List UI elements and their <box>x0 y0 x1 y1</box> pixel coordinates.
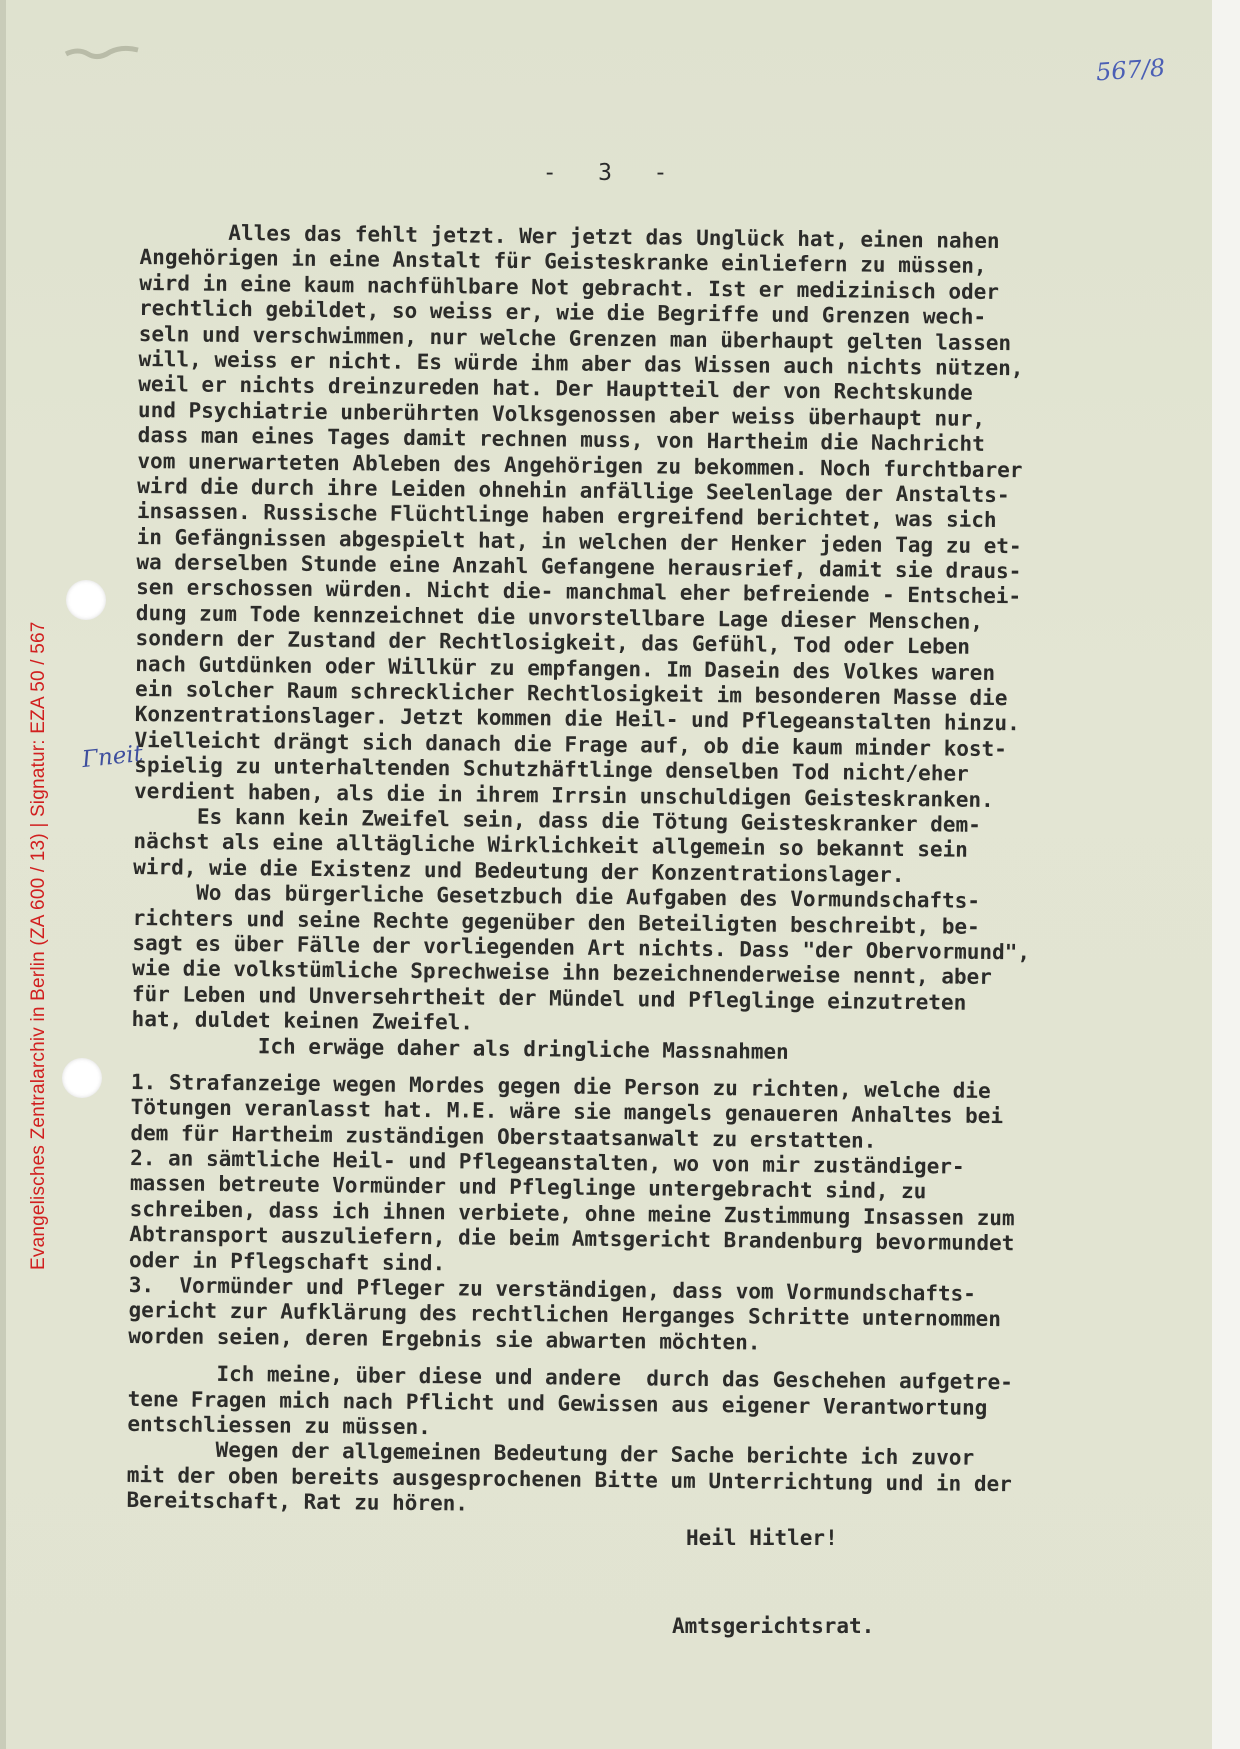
text-line: Bereitschaft, Rat zu hören. <box>126 1488 469 1516</box>
text-line: dass man eines Tages damit rechnen muss, von Hartheim die Nachricht <box>137 423 985 456</box>
text-line: nach Gutdünken oder Willkür zu empfangen. Im Dasein des Volkes waren <box>135 651 996 685</box>
text-line: Angehörigen in eine Anstalt für Geisteskranke einliefern zu müssen, <box>139 245 987 279</box>
measure-line: schreiben, dass ich ihnen verbiete, ohne meine Zustimmung Insassen zum <box>129 1196 1015 1231</box>
measure-line: gericht zur Aufklärung des rechtlichen Herganges Schritte unternommen <box>128 1298 1002 1332</box>
text-line: will, weiss er nicht. Es würde ihm aber das Wissen auch nichts nützen, <box>138 346 1024 381</box>
text-line: Wo das bürgerliche Gesetzbuch die Aufgaben des Vormundschafts- <box>132 880 981 913</box>
punch-hole <box>66 580 106 620</box>
text-line: richters und seine Rechte gegenüber den Beteiligten beschreibt, be- <box>132 905 980 939</box>
signature-title: Amtsgerichtsrat. <box>672 1614 875 1638</box>
text-line: entschliessen zu müssen. <box>127 1411 431 1440</box>
text-line: Konzentrationslager. Jetzt kommen die Heil- und Pflegeanstalten hinzu. <box>134 702 1020 736</box>
measure-line: oder in Pflegschaft sind. <box>128 1247 446 1275</box>
text-line: Ich erwäge daher als dringliche Massnahmen <box>131 1032 789 1064</box>
text-line: Wegen der allgemeinen Bedeutung der Sache berichte ich zuvor <box>127 1437 975 1471</box>
text-line: Es kann kein Zweifel sein, dass die Tötung Geisteskranker dem- <box>133 803 981 837</box>
paper-tear-mark <box>64 42 144 62</box>
text-line: dung zum Tode kennzeichnet die unvorstellbare Lage dieser Menschen, <box>135 600 984 634</box>
numbered-measures <box>128 1070 1211 1361</box>
text-line: wie die volkstümliche Sprechweise ihn bezeichnenderweise nennt, aber <box>132 956 992 990</box>
archive-signature-stamp: Evangelisches Zentralarchiv in Berlin (ZA 600 / 13) | Signatur: EZA 50 / 567 <box>28 621 49 1270</box>
text-line: hat, duldet keinen Zweifel. <box>131 1007 474 1035</box>
measure-line: dem für Hartheim zuständigen Oberstaatsanwalt zu erstatten. <box>130 1120 877 1153</box>
text-line: wa derselben Stunde eine Anzahl Gefangene herausrief, damit sie draus- <box>136 550 1022 584</box>
text-line: wird, wie die Existenz und Bedeutung der Konzentrationslager. <box>133 854 905 887</box>
text-line: vom unerwarteten Ableben des Angehörigen zu bekommen. Noch furchtbarer <box>137 448 1023 482</box>
text-line: für Leben und Unversehrtheit der Mündel und Pfleglinge einzutreten <box>131 981 967 1015</box>
closing-salutation: Heil Hitler! <box>686 1526 838 1550</box>
measure-line: Abtransport auszuliefern, die beim Amtsgericht Brandenburg bevormundet <box>129 1222 1015 1256</box>
page-edge <box>0 0 6 1749</box>
text-line: tene Fragen mich nach Pflicht und Gewissen aus eigener Verantwortung <box>127 1386 988 1420</box>
measure-line: worden seien, deren Ergebnis sie abwarten möchten. <box>128 1323 761 1355</box>
text-line: sen erschossen würden. Nicht die- manchmal eher befreiende - Entschei- <box>136 575 1022 609</box>
measure-line: 1. Strafanzeige wegen Mordes gegen die Person zu richten, welche die <box>130 1069 991 1103</box>
measure-line: Tötungen veranlasst hat. M.E. wäre sie mangels genaueren Anhaltes bei <box>130 1095 1004 1129</box>
text-line: weil er nichts dreinzureden hat. Der Hauptteil der von Rechtskunde <box>138 372 973 406</box>
paragraph-main <box>131 220 1220 1069</box>
text-line: Alles das fehlt jetzt. Wer jetzt das Unglück hat, einen nahen <box>139 220 1000 254</box>
text-line: sagt es über Fälle der vorliegenden Art nichts. Dass "der Obervormund", <box>132 930 1031 965</box>
text-line: ein solcher Raum schrecklicher Rechtlosigkeit im besonderen Masse die <box>134 677 1008 711</box>
text-line: mit der oben bereits ausgesprochenen Bitte um Unterrichtung und in der <box>126 1462 1012 1496</box>
text-line: rechtlich gebildet, so weiss er, wie die Begriffe und Grenzen wech- <box>138 296 987 330</box>
text-line: Vielleicht drängt sich danach die Frage auf, ob die kaum minder kost- <box>134 727 1008 761</box>
text-line: insassen. Russische Flüchtlinge haben ergreifend berichtet, was sich <box>136 499 997 533</box>
text-line: sondern der Zustand der Rechtlosigkeit, das Gefühl, Tod oder Leben <box>135 626 971 659</box>
measure-line: massen betreute Vormünder und Pfleglinge untergebracht sind, zu <box>129 1171 927 1204</box>
text-line: verdient haben, als die in ihrem Irrsin unschuldigen Geisteskranken. <box>133 778 994 812</box>
letter-body <box>126 220 1219 1525</box>
paragraph-conclusion <box>126 1361 1208 1525</box>
handwritten-margin-note: Γneit <box>80 740 145 774</box>
text-line: wird in eine kaum nachfühlbare Not gebracht. Ist er medizinisch oder <box>139 270 1000 304</box>
text-line: und Psychiatrie unberührten Volksgenossen aber weiss überhaupt nur, <box>137 397 986 431</box>
measure-line: 2. an sämtliche Heil- und Pflegeanstalten, wo von mir zuständiger- <box>130 1146 965 1179</box>
text-line: seln und verschwimmen, nur welche Grenzen man überhaupt gelten lassen <box>138 321 1012 355</box>
text-line: nächst als eine alltägliche Wirklichkeit allgemein so bekannt sein <box>133 829 969 863</box>
text-line: in Gefängnissen abgespielt hat, in welchen der Henker jeden Tag zu et- <box>136 524 1022 558</box>
page-number: - 3 - <box>542 160 668 186</box>
measure-line: 3. Vormünder und Pfleger zu verständigen, dass vom Vormundschafts- <box>128 1272 977 1306</box>
punch-hole <box>62 1058 102 1098</box>
text-line: wird die durch ihre Leiden ohnehin anfällige Seelenlage der Anstalts- <box>137 473 1010 508</box>
folio-number: 567/8 <box>1095 53 1167 87</box>
text-line: Ich meine, über diese und andere durch das Geschehen aufgetre- <box>127 1361 1014 1395</box>
text-line: spielig zu unterhaltenden Schutzhäftlinge denselben Tod nicht/eher <box>134 753 969 786</box>
